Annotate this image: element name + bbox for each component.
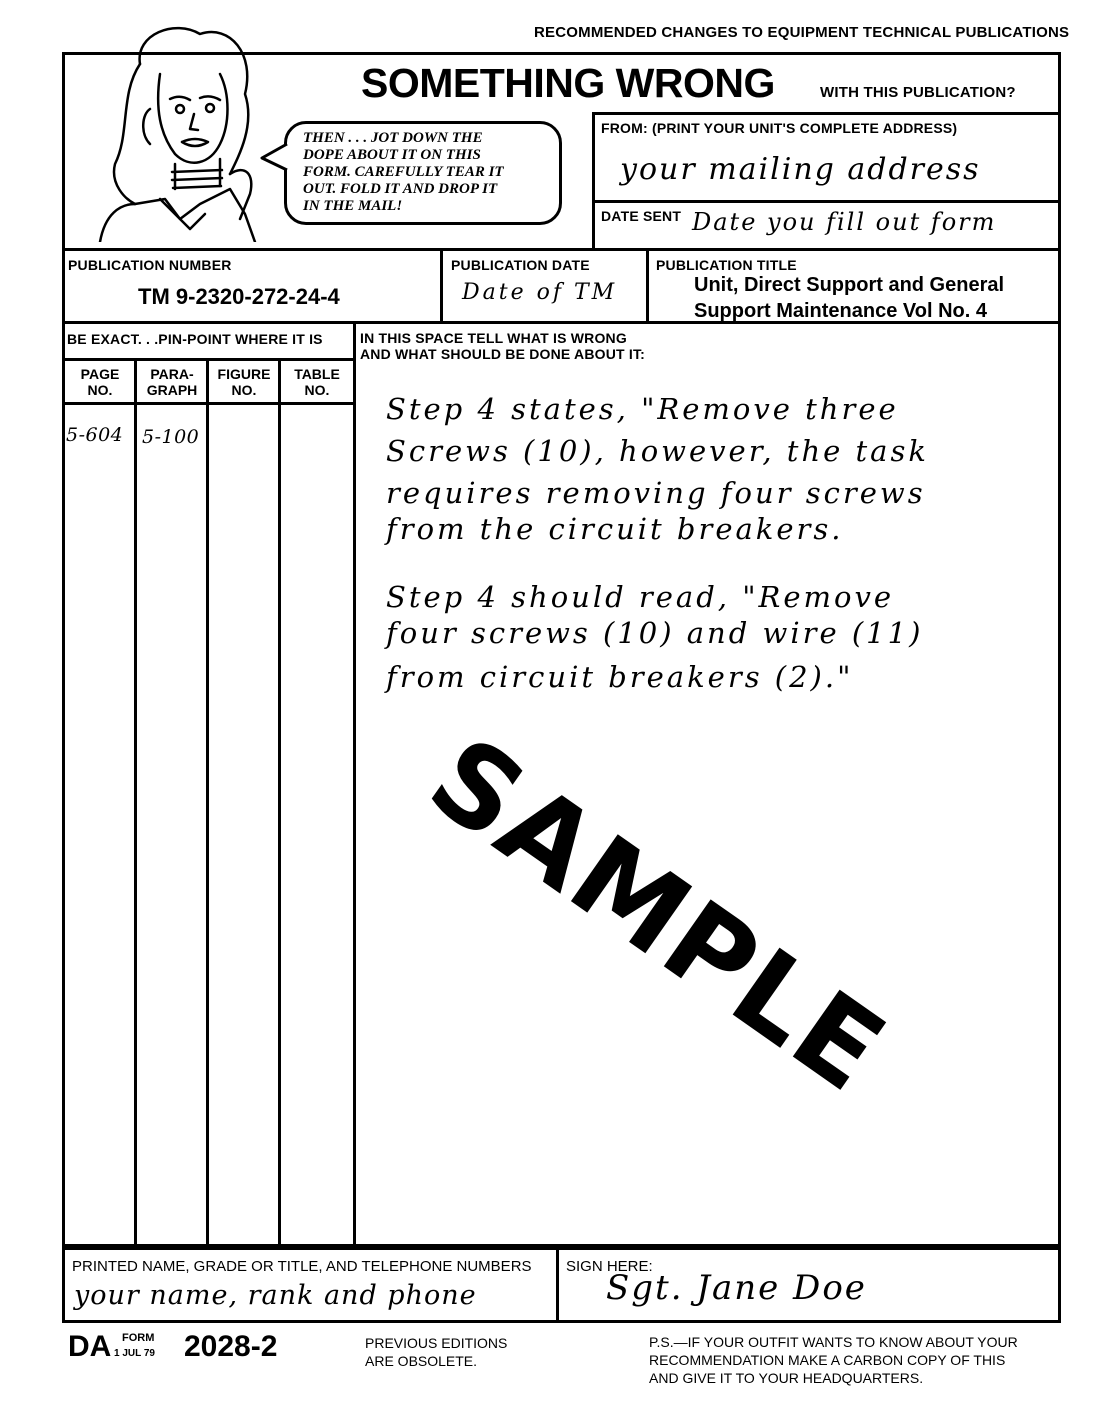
speech-bubble — [284, 121, 562, 225]
footer-form-number: 2028-2 — [184, 1330, 278, 1363]
date-sent-label: DATE SENT — [601, 208, 682, 224]
cartoon-woman-illustration — [80, 14, 290, 242]
footer-ps-line: AND GIVE IT TO YOUR HEADQUARTERS. — [649, 1370, 924, 1386]
publication-title-line2[interactable]: Support Maintenance Vol No. 4 — [694, 300, 987, 322]
description-label-line1: IN THIS SPACE TELL WHAT IS WRONG — [360, 330, 627, 346]
publication-title-line1[interactable]: Unit, Direct Support and General — [694, 274, 1005, 296]
footer-previous-editions: PREVIOUS EDITIONS — [365, 1335, 508, 1351]
footer-da: DA — [68, 1330, 112, 1363]
footer-ps-line: P.S.—IF YOUR OUTFIT WANTS TO KNOW ABOUT YOUR — [649, 1334, 1018, 1350]
column-header-table: TABLE NO. — [294, 366, 340, 398]
from-address-field[interactable]: your mailing address — [620, 152, 981, 187]
footer-form-date: 1 JUL 79 — [114, 1348, 155, 1359]
footer-form-word: FORM — [122, 1332, 155, 1344]
speech-bubble-text: THEN . . . JOT DOWN THE DOPE ABOUT IT ON THIS FORM. CAREFULLY TEAR IT OUT. FOLD IT AND DROP IT IN THE MAIL! — [303, 130, 504, 214]
page-number-cell[interactable]: 5-604 — [66, 424, 124, 446]
form-top-title: RECOMMENDED CHANGES TO EQUIPMENT TECHNICAL PUBLICATIONS — [534, 24, 1070, 41]
publication-title-label: PUBLICATION TITLE — [656, 257, 797, 273]
description-label-line2: AND WHAT SHOULD BE DONE ABOUT IT: — [360, 346, 646, 362]
sign-here-label: SIGN HERE: — [566, 1258, 653, 1275]
description-line[interactable]: Step 4 should read, "Remove — [386, 580, 895, 614]
description-line[interactable]: from the circuit breakers. — [386, 512, 844, 546]
footer-obsolete: ARE OBSOLETE. — [365, 1353, 478, 1369]
speech-bubble-tail-icon — [258, 140, 290, 180]
subtitle: WITH THIS PUBLICATION? — [820, 84, 1016, 101]
column-header-paragraph: PARA- GRAPH — [146, 366, 198, 398]
footer-ps-line: RECOMMENDATION MAKE A CARBON COPY OF THIS — [649, 1352, 1006, 1368]
description-line[interactable]: Screws (10), however, the task — [386, 434, 929, 468]
description-line[interactable]: requires removing four screws — [386, 476, 926, 510]
publication-date-label: PUBLICATION DATE — [451, 257, 590, 273]
sample-watermark: SAMPLE — [406, 712, 908, 1118]
printed-name-field[interactable]: your name, rank and phone — [74, 1280, 477, 1311]
publication-date-field[interactable]: Date of TM — [462, 280, 618, 305]
pinpoint-label: BE EXACT. . .PIN-POINT WHERE IT IS — [67, 331, 323, 347]
paragraph-cell[interactable]: 5-100 — [142, 426, 200, 448]
printed-name-label: PRINTED NAME, GRADE OR TITLE, AND TELEPHONE NUMBERS — [72, 1258, 532, 1275]
column-header-page: PAGE NO. — [80, 366, 120, 398]
publication-number-field[interactable]: TM 9-2320-272-24-4 — [138, 284, 340, 309]
signature-field[interactable]: Sgt. Jane Doe — [606, 1268, 867, 1308]
date-sent-field[interactable]: Date you fill out form — [692, 208, 997, 236]
from-label: FROM: (PRINT YOUR UNIT'S COMPLETE ADDRESS) — [601, 120, 958, 136]
publication-number-label: PUBLICATION NUMBER — [68, 257, 232, 273]
main-title: SOMETHING WRONG — [361, 60, 775, 106]
column-header-figure: FIGURE NO. — [217, 366, 271, 398]
description-line[interactable]: Step 4 states, "Remove three — [386, 392, 899, 426]
description-line[interactable]: from circuit breakers (2)." — [386, 660, 854, 694]
description-line[interactable]: four screws (10) and wire (11) — [386, 616, 924, 650]
